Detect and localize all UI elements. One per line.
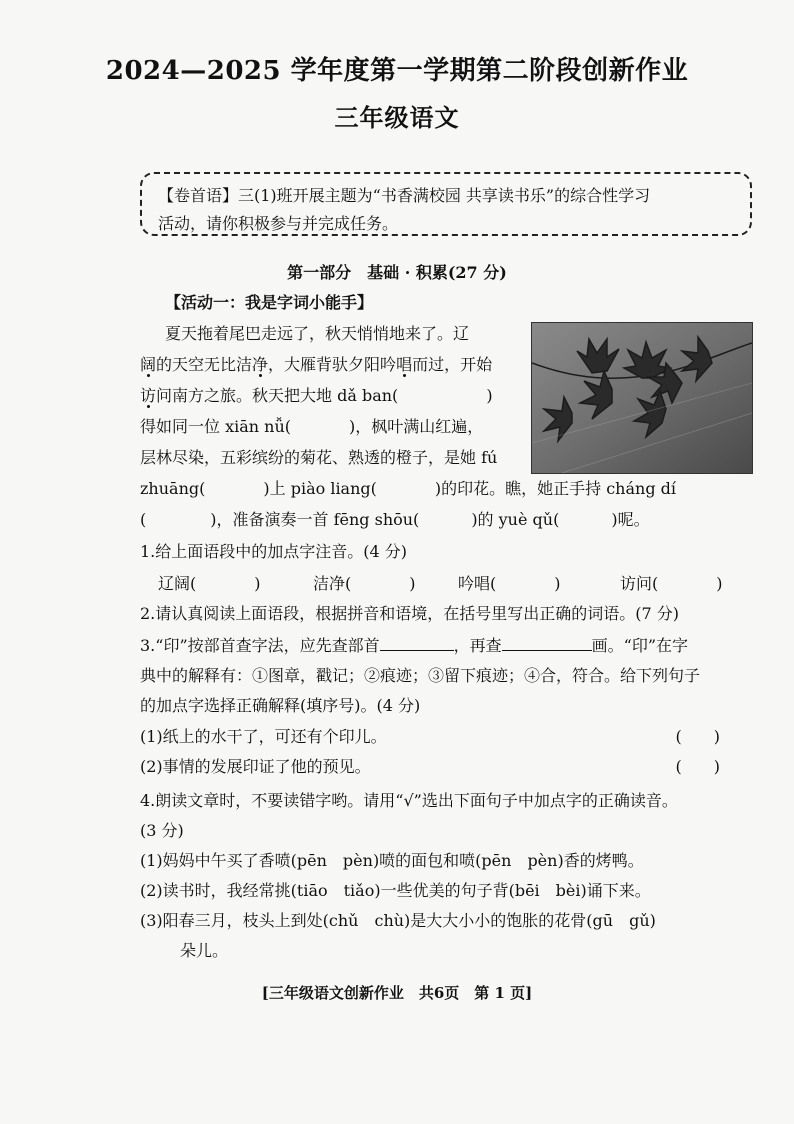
- passage-line: 层林尽染，五彩缤纷的菊花、熟透的橙子，是她 fú: [140, 448, 498, 467]
- question-4-sentence-2: (2)读书时，我经常挑(tiāo tiǎo)一些优美的句子背(bēi bèi)诵下来。: [140, 881, 651, 900]
- passage-line: ( )，准备演奏一首 fēng shōu( )的 yuè qǔ( )呢。: [140, 510, 650, 529]
- question-3-line-1: 3.“印”按部首查字法，应先查部首 ，再查 画。“印”在字: [140, 636, 689, 655]
- question-3-sentence-1: (1)纸上的水干了，可还有个印儿。 ( ): [140, 722, 760, 752]
- page-subtitle: 三年级语文: [334, 103, 460, 132]
- passage-line: 得如同一位 xiān nǚ( )，枫叶满山红遍，: [140, 417, 484, 436]
- answer-paren[interactable]: ( ): [675, 727, 720, 746]
- preface-line-2: 活动，请你积极参与并完成任务。: [158, 214, 399, 233]
- page-title: 2024—2025 学年度第一学期第二阶段创新作业: [105, 56, 689, 86]
- question-4-sentence-3: (3)阳春三月，枝头上到处(chǔ chù)是大大小小的饱胀的花骨(gū gǔ): [140, 911, 656, 930]
- word-jiejing: 洁净( ): [313, 574, 416, 593]
- question-3-line-2: 典中的解释有：①图章，戳记；②痕迹；③留下痕迹；④合，符合。给下列句子: [140, 666, 701, 685]
- question-4-sentence-1: (1)妈妈中午买了香喷(pēn pèn)喷的面包和喷(pēn pèn)香的烤鸭。: [140, 851, 644, 870]
- reading-passage: [140, 318, 760, 535]
- activity-title: 【活动一：我是字词小能手】: [165, 293, 374, 312]
- answer-underline[interactable]: [380, 634, 454, 651]
- word-liaokuo: 辽阔( ): [158, 574, 261, 593]
- question-3-sentence-2: (2)事情的发展印证了他的预见。 ( ): [140, 752, 760, 782]
- answer-underline[interactable]: [502, 634, 592, 651]
- question-1-answer-row: [158, 568, 758, 598]
- passage-line: zhuāng( )上 piào liang( )的印花。瞧，她正手持 cháng dí: [140, 479, 677, 498]
- passage-line: 夏天拖着尾巴走远了，秋天悄悄地来了。辽: [165, 324, 470, 343]
- question-2: 2.请认真阅读上面语段，根据拼音和语境，在括号里写出正确的词语。(7 分): [140, 604, 680, 623]
- question-3-line-3: 的加点字选择正确解释(填序号)。(4 分): [140, 696, 421, 715]
- question-1: 1.给上面语段中的加点字注音。(4 分): [140, 542, 408, 561]
- passage-line: 阔的天空无比洁净，大雁背驮夕阳吟唱而过，开始: [140, 355, 493, 374]
- preface-box: [140, 172, 752, 236]
- preface-line-1: 【卷首语】三(1)班开展主题为“书香满校园 共享读书乐”的综合性学习: [158, 186, 651, 205]
- section-title: 第一部分 基础 · 积累(27 分): [287, 263, 507, 282]
- word-fangwen: 访问( ): [620, 574, 723, 593]
- passage-line: 访问南方之旅。秋天把大地 dǎ ban( ): [140, 386, 493, 405]
- word-yinchang: 吟唱( ): [458, 574, 561, 593]
- question-4-sentence-3-cont: 朵儿。: [180, 941, 229, 960]
- question-4-line-2: (3 分): [140, 821, 184, 840]
- answer-paren[interactable]: ( ): [675, 757, 720, 776]
- question-4-line-1: 4.朗读文章时，不要读错字哟。请用“√”选出下面句子中加点字的正确读音。: [140, 791, 678, 810]
- page-footer: [三年级语文创新作业 共6页 第 1 页]: [261, 984, 533, 1002]
